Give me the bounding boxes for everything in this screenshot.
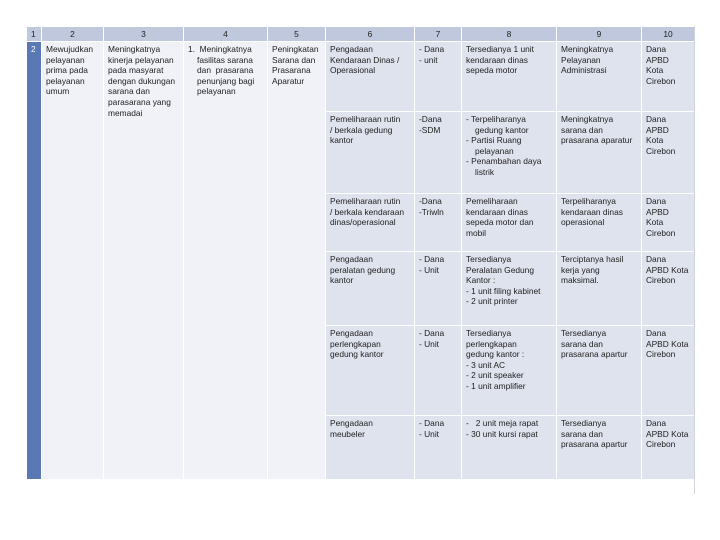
cell-line: gedung kantor :: [466, 349, 525, 360]
outcome-cell: [557, 326, 642, 416]
cell-line: 1. Meningkatnya: [188, 44, 252, 54]
cell-line: sepeda motor dan: [466, 217, 534, 228]
cell-line: Pengadaan: [330, 418, 373, 428]
header-cell: 6: [326, 27, 415, 42]
cell-line: -SDM: [419, 124, 441, 135]
cell-line: operasional: [561, 217, 605, 228]
outcome-cell: [557, 252, 642, 326]
funding-source-cell: [642, 416, 695, 480]
cell-line: Peralatan Gedung: [466, 264, 534, 275]
table-body: [27, 42, 695, 480]
cell-line: - 2 unit printer: [466, 296, 518, 307]
cell-line: prasarana apartur: [561, 349, 628, 360]
outcome-cell: [557, 416, 642, 480]
cell-line: peralatan gedung: [330, 264, 396, 275]
cell-line: Cirebon: [646, 75, 676, 86]
cell-line: gedung kantor: [475, 124, 529, 135]
cell-line: kinerja pelayanan: [108, 54, 174, 65]
cell-line: maksimal.: [561, 275, 599, 286]
cell-line: pelayanan: [46, 54, 85, 65]
cell-line: sarana dan: [108, 86, 150, 97]
table-row: [27, 42, 695, 112]
target-cell: [462, 42, 557, 112]
row-number: 2: [31, 44, 36, 54]
cell-line: Administrasi: [561, 65, 607, 76]
cell-line: Cirebon: [646, 349, 676, 360]
cell-line: umum: [46, 86, 70, 97]
cell-line: prasarana aparatur: [561, 135, 633, 146]
cell-line: perlengkapan: [466, 338, 517, 349]
cell-line: - Dana: [419, 328, 445, 338]
cell-line: kantor: [330, 275, 354, 286]
cell-line: prima pada: [46, 65, 88, 76]
cell-line: Tersedianya: [561, 328, 607, 338]
cell-line: sarana dan: [561, 338, 603, 349]
target-strategy-cell: [184, 42, 268, 480]
program-cell: [326, 112, 415, 194]
cell-line: APBD Kota: [646, 338, 689, 349]
cell-line: - 2 unit meja rapat: [466, 418, 539, 428]
cell-line: Dana: [646, 328, 667, 338]
header-cell: 9: [557, 27, 642, 42]
cell-line: kantor: [330, 135, 354, 146]
cell-line: memadai: [108, 107, 143, 118]
cell-line: / berkala kendaraan: [330, 206, 405, 217]
cell-line: Kota: [646, 65, 664, 76]
cell-line: mobil: [466, 227, 487, 238]
header-cell: 10: [642, 27, 695, 42]
cell-line: -Dana: [419, 196, 442, 206]
cell-line: Kendaraan Dinas /: [330, 54, 400, 65]
mission-cell: [42, 42, 104, 480]
cell-line: Mewujudkan: [46, 44, 94, 54]
cell-line: Terpeliharanya: [561, 196, 616, 206]
cell-line: penunjang bagi: [197, 75, 255, 86]
program-cell: [326, 252, 415, 326]
cell-line: -Dana: [419, 114, 442, 124]
cell-line: Tersedianya 1 unit: [466, 44, 534, 54]
cell-line: perlengkapan: [330, 338, 381, 349]
funding-source-cell: [642, 326, 695, 416]
funding-source-cell: [642, 42, 695, 112]
row-number-cell: [27, 42, 42, 480]
cell-line: APBD Kota: [646, 428, 689, 439]
cell-line: Pengadaan: [330, 254, 373, 264]
cell-line: Dana: [646, 254, 667, 264]
cell-line: fasilitas sarana: [197, 54, 253, 65]
cell-line: Dana: [646, 418, 667, 428]
cell-line: - Terpeliharanya: [466, 114, 526, 124]
cell-line: dengan dukungan: [108, 75, 176, 86]
cell-line: - 2 unit speaker: [466, 370, 524, 381]
header-cell: 8: [462, 27, 557, 42]
program-table: [26, 26, 695, 480]
cell-line: Tersedianya: [561, 418, 607, 428]
policy-cell: [268, 42, 326, 480]
table-right-edge: [694, 26, 695, 494]
indicator-cell: [415, 326, 462, 416]
cell-line: Pengadaan: [330, 328, 373, 338]
program-cell: [326, 194, 415, 252]
cell-line: Cirebon: [646, 439, 676, 450]
cell-line: Meningkatnya: [561, 114, 614, 124]
cell-line: Cirebon: [646, 145, 676, 156]
target-cell: [462, 112, 557, 194]
header-cell: 1: [27, 27, 42, 42]
cell-line: sepeda motor: [466, 65, 518, 76]
cell-line: listrik: [475, 166, 495, 177]
target-cell: [462, 326, 557, 416]
cell-line: Cirebon: [646, 275, 676, 286]
indicator-cell: [415, 194, 462, 252]
cell-line: pada masyarat: [108, 65, 164, 76]
cell-line: prasarana apartur: [561, 439, 628, 450]
cell-line: Cirebon: [646, 227, 676, 238]
cell-line: Kota: [646, 135, 664, 146]
cell-line: gedung kantor: [330, 349, 384, 360]
cell-line: Pelayanan: [561, 54, 601, 65]
header-row: [27, 27, 695, 42]
indicator-cell: [415, 252, 462, 326]
target-cell: [462, 252, 557, 326]
cell-line: kendaraan dinas: [466, 54, 528, 65]
indicator-cell: [415, 416, 462, 480]
cell-line: Tersedianya: [466, 254, 512, 264]
header-cell: 5: [268, 27, 326, 42]
cell-line: Sarana dan: [272, 54, 316, 65]
cell-line: - 30 unit kursi rapat: [466, 428, 538, 439]
header-cell: 3: [104, 27, 184, 42]
cell-line: dan prasarana: [197, 65, 254, 76]
program-cell: [326, 42, 415, 112]
cell-line: - unit: [419, 54, 438, 65]
cell-line: - Dana: [419, 254, 445, 264]
cell-line: kerja yang: [561, 264, 600, 275]
objective-cell: [104, 42, 184, 480]
indicator-cell: [415, 42, 462, 112]
cell-line: Pemeliharaan rutin: [330, 114, 401, 124]
funding-source-cell: [642, 252, 695, 326]
cell-line: pelayanan: [46, 75, 85, 86]
cell-line: Meningkatnya: [108, 44, 161, 54]
cell-line: pelayanan: [197, 86, 236, 97]
cell-line: Prasarana: [272, 65, 311, 76]
cell-line: / berkala gedung: [330, 124, 393, 135]
cell-line: - Partisi Ruang: [466, 135, 522, 146]
cell-line: Pemeliharaan rutin: [330, 196, 401, 206]
header-cell: 4: [184, 27, 268, 42]
cell-line: - Unit: [419, 428, 440, 439]
cell-line: meubeler: [330, 428, 365, 439]
cell-line: - 3 unit AC: [466, 359, 506, 370]
cell-line: -Triwln: [419, 206, 444, 217]
cell-line: Peningkatan: [272, 44, 319, 54]
cell-line: sarana dan: [561, 124, 603, 135]
cell-line: Kota: [646, 217, 664, 228]
target-cell: [462, 416, 557, 480]
cell-line: - Dana: [419, 44, 445, 54]
header-cell: 7: [415, 27, 462, 42]
funding-source-cell: [642, 194, 695, 252]
cell-line: Pengadaan: [330, 44, 373, 54]
program-cell: [326, 416, 415, 480]
cell-line: Meningkatnya: [561, 44, 614, 54]
cell-line: parasarana yang: [108, 96, 171, 107]
cell-line: - Penambahan daya: [466, 156, 542, 167]
cell-line: Tersedianya: [466, 328, 512, 338]
cell-line: Terciptanya hasil: [561, 254, 624, 264]
cell-line: kendaraan dinas: [466, 206, 528, 217]
cell-line: - Unit: [419, 338, 440, 349]
cell-line: - Dana: [419, 418, 445, 428]
cell-line: pelayanan: [475, 145, 514, 156]
cell-line: Dana APBD: [646, 44, 669, 65]
cell-line: sarana dan: [561, 428, 603, 439]
cell-line: kendaraan dinas: [561, 206, 623, 217]
indicator-cell: [415, 112, 462, 194]
cell-line: Operasional: [330, 65, 376, 76]
cell-line: - 1 unit amplifier: [466, 380, 526, 391]
outcome-cell: [557, 112, 642, 194]
outcome-cell: [557, 42, 642, 112]
cell-line: dinas/operasional: [330, 217, 396, 228]
cell-line: - 1 unit filing kabinet: [466, 285, 541, 296]
target-cell: [462, 194, 557, 252]
cell-line: Pemeliharaan: [466, 196, 518, 206]
funding-source-cell: [642, 112, 695, 194]
cell-line: Dana APBD: [646, 196, 669, 217]
header-cell: 2: [42, 27, 104, 42]
outcome-cell: [557, 194, 642, 252]
cell-line: APBD Kota: [646, 264, 689, 275]
cell-line: Aparatur: [272, 75, 305, 86]
cell-line: - Unit: [419, 264, 440, 275]
program-cell: [326, 326, 415, 416]
cell-line: Dana APBD: [646, 114, 669, 135]
cell-line: Kantor :: [466, 275, 496, 286]
